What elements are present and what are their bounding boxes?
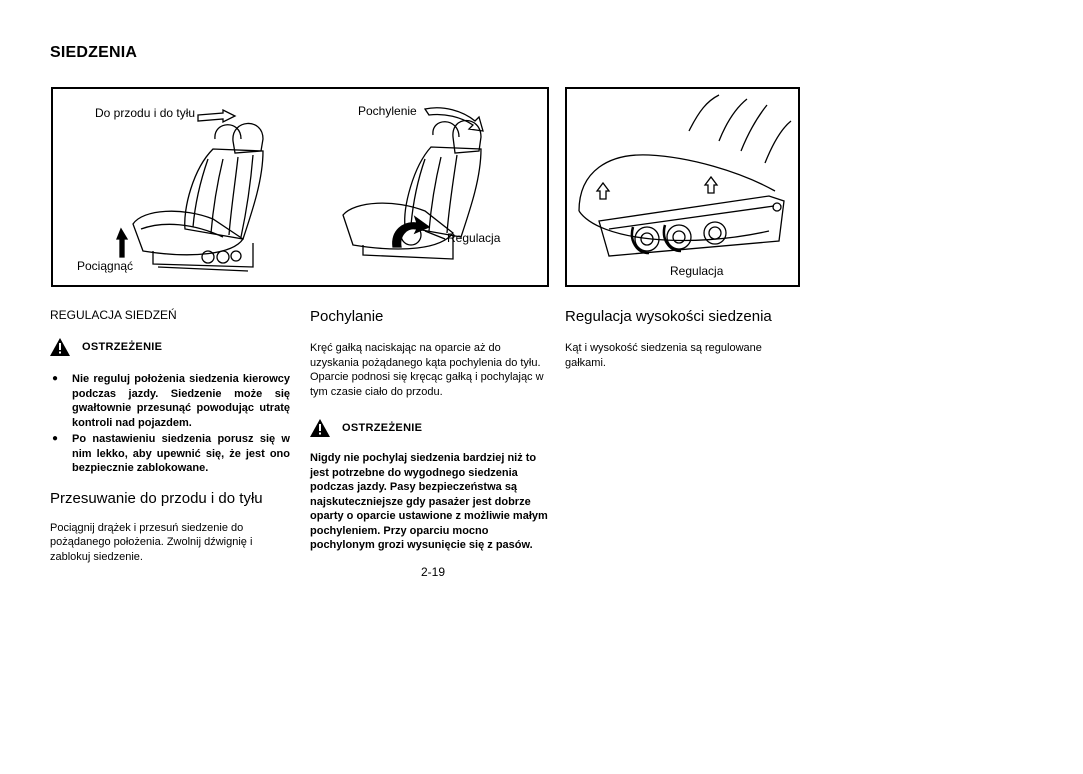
warning-title-1: OSTRZEŻENIE (82, 341, 163, 353)
warning-item: ● Nie reguluj położenia siedzenia kierowcy podczas jazdy. Siedzenie może się gwałtownie przesunąć powodując utratę kontroli nad pojazdem. (50, 372, 290, 430)
section-title: SIEDZENIA (50, 44, 138, 61)
column-seat-adjustment (50, 308, 290, 564)
warning-box-1 (50, 338, 290, 356)
body-height: Kąt i wysokość siedzenia są regulowane gałkami. (565, 342, 762, 369)
page-number: 2-19 (421, 565, 446, 579)
warning-box-2 (310, 419, 548, 437)
warning-item: ● Po nastawieniu siedzenia porusz się w nim lekko, aby upewnić się, że jest ono bezpiecznie zablokowane. (50, 432, 290, 476)
label-adjust: Regulacja (447, 231, 501, 245)
seat-illustration-left (113, 109, 313, 279)
warning-triangle-icon (50, 338, 70, 356)
subheading-forward-back: Przesuwanie do przodu i do tyłu (50, 489, 263, 507)
warning-list (50, 372, 290, 476)
seat-base-illustration (569, 91, 797, 263)
warning-body-reclining: Nigdy nie pochylaj siedzenia bardziej niż to jest potrzebne do wygodnego siedzenia podczas jazdy. Pasy bezpieczeństwa są najskuteczniejsze gdy pasażer jest dobrze oparty o oparcie ustawione z możliwie małym pochyleniem. Przy oparciu mocno pochylonym grozi wysunięcie się z pasów. (310, 452, 548, 551)
seat-illustration-right (333, 107, 523, 277)
body-reclining: Kręć gałką naciskając na oparcie aż do uzyskania pożądanego kąta pochylenia do tyłu. Oparcie podnosi się kręcąc gałką i pochylając w tym czasie ciało do przodu. (310, 342, 544, 398)
label-recline: Pochylenie (358, 104, 417, 118)
label-pull: Pociągnąć (77, 259, 134, 273)
column-height (565, 308, 803, 370)
label-forward-back: Do przodu i do tyłu (95, 106, 196, 120)
column-reclining (310, 308, 548, 553)
warning-title-2: OSTRZEŻENIE (342, 422, 423, 434)
heading-reclining: Pochylanie (310, 308, 384, 325)
figure-seat-adjustment (51, 87, 549, 287)
body-forward-back: Pociągnij drążek i przesuń siedzenie do pożądanego położenia. Zwolnij dźwignię i zablokuj siedzenie. (50, 521, 253, 563)
heading-seat-adjustment: REGULACJA SIEDZEŃ (50, 308, 177, 322)
heading-height: Regulacja wysokości siedzenia (565, 308, 772, 325)
label-adjust-height: Regulacja (670, 264, 724, 278)
warning-triangle-icon (310, 419, 330, 437)
figure-height-adjustment (565, 87, 800, 287)
